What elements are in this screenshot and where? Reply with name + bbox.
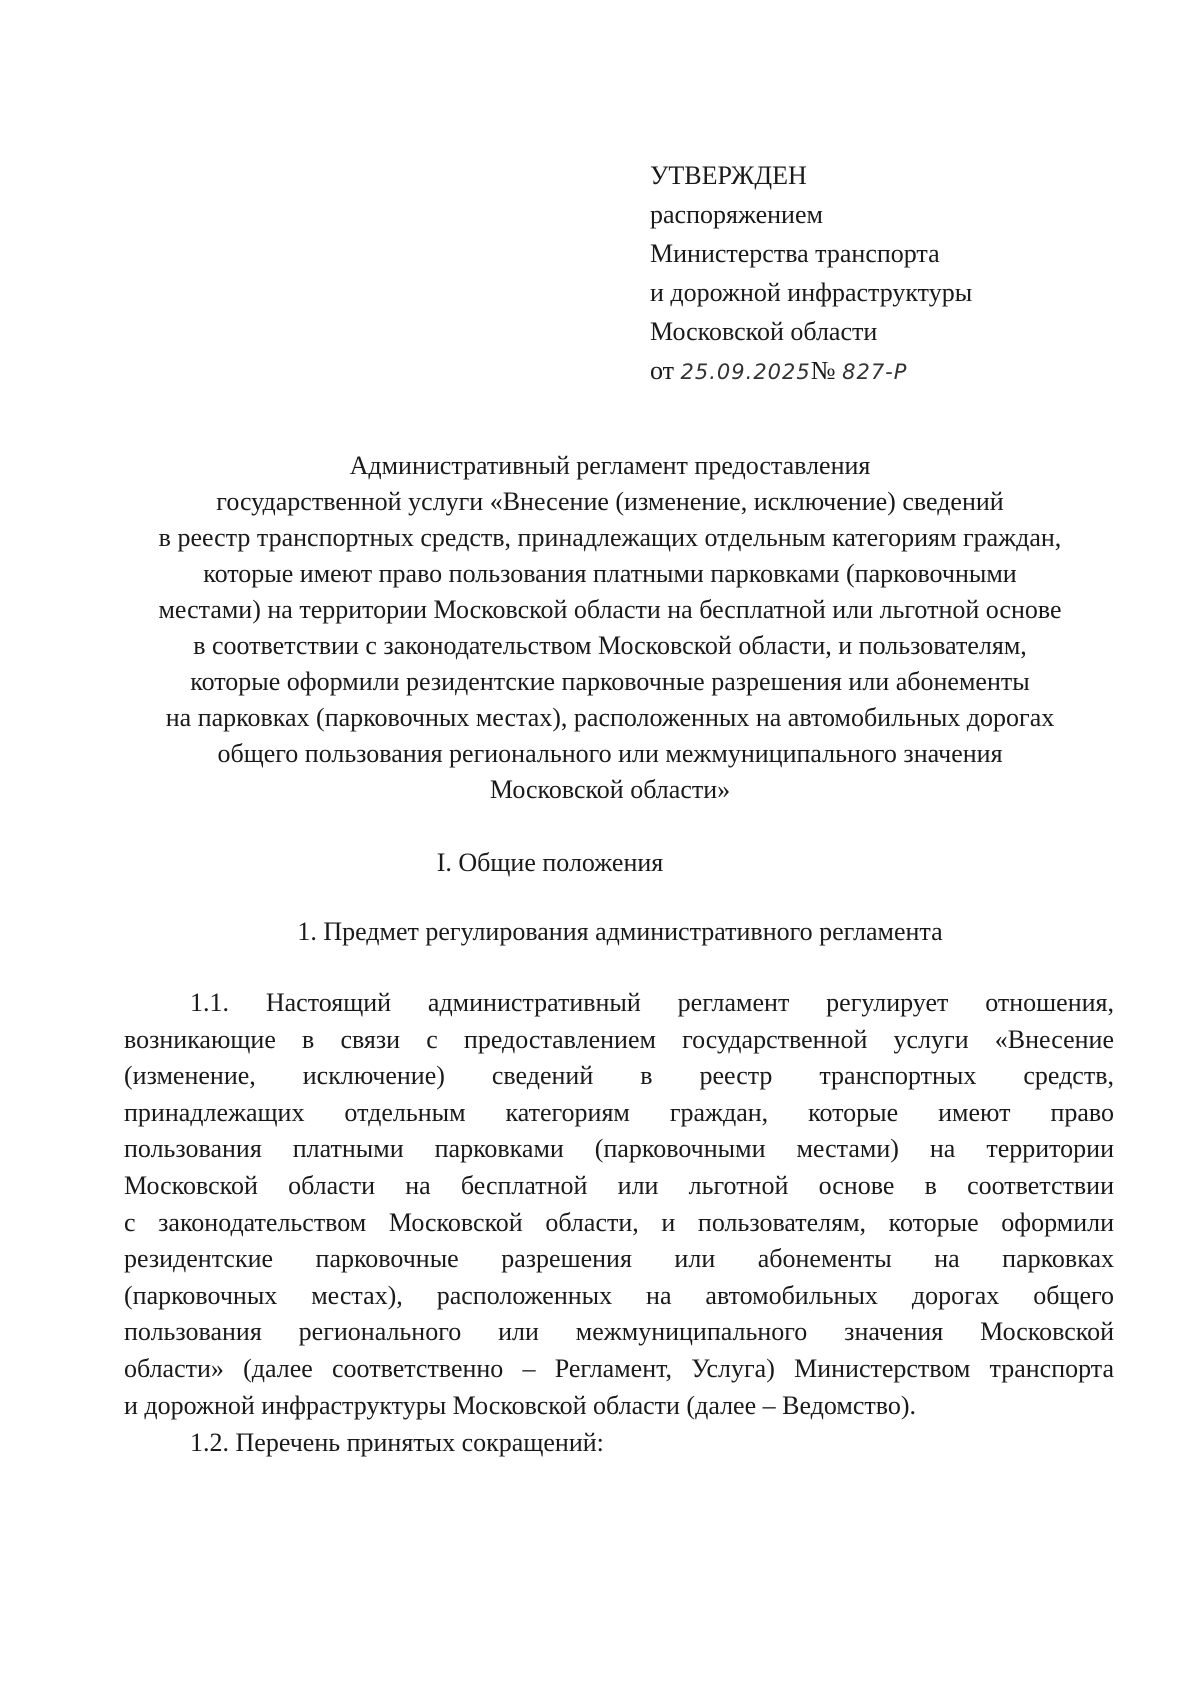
date-prefix: от — [650, 356, 675, 385]
approval-line: распоряжением — [650, 200, 823, 229]
title-line: в соответствии с законодательством Московской области, и пользователям, — [193, 631, 1027, 660]
paragraph-line: пользования регионального или межмуниципального значения Московской — [124, 1317, 1114, 1347]
handwritten-number: 827-Р — [842, 360, 908, 384]
title-line: которые имеют право пользования платными парковками (парковочными — [203, 559, 1017, 588]
subsection-heading: 1. Предмет регулирования административного регламента — [297, 917, 943, 946]
handwritten-date: 25.09.2025 — [680, 360, 811, 384]
section-heading: I. Общие положения — [436, 848, 664, 877]
title-line: государственной услуги «Внесение (изменение, исключение) сведений — [216, 487, 1004, 516]
paragraph-1-1 — [124, 985, 1114, 1424]
approval-line: и дорожной инфраструктуры — [650, 278, 973, 307]
approval-line: Министерства транспорта — [650, 239, 940, 268]
paragraph-line: (парковочных местах), расположенных на автомобильных дорогах общего — [124, 1280, 1114, 1310]
document-title — [110, 448, 1110, 808]
paragraph-line: возникающие в связи с предоставлением государственной услуги «Внесение — [124, 1024, 1114, 1054]
approval-stamp-block — [650, 156, 1070, 392]
paragraph-line: с законодательством Московской области, и пользователям, которые оформили — [124, 1207, 1114, 1237]
paragraph-line: (изменение, исключение) сведений в реестр транспортных средств, — [124, 1061, 1114, 1091]
title-line: которые оформили резидентские парковочные разрешения или абонементы — [190, 667, 1030, 696]
paragraph-line: 1.1. Настоящий административный регламент регулирует отношения, — [190, 988, 1114, 1017]
approval-date-line — [650, 351, 1070, 392]
title-line: на парковках (парковочных местах), расположенных на автомобильных дорогах — [165, 703, 1055, 732]
paragraph-line: области» (далее соответственно – Регламент, Услуга) Министерством транспорта — [124, 1353, 1114, 1383]
title-line: общего пользования регионального или межмуниципального значения — [217, 739, 1003, 768]
title-line: Московской области» — [489, 775, 731, 804]
paragraph-line: резидентские парковочные разрешения или абонементы на парковках — [124, 1244, 1114, 1274]
number-sign: № — [810, 356, 836, 385]
paragraph-line: принадлежащих отдельным категориям граждан, которые имеют право — [124, 1097, 1114, 1127]
paragraph-1-2: 1.2. Перечень принятых сокращений: — [190, 1428, 604, 1457]
title-line: местами) на территории Московской области на бесплатной или льготной основе — [158, 595, 1062, 624]
paragraph-line: пользования платными парковками (парковочными местами) на территории — [124, 1134, 1114, 1164]
title-line: в реестр транспортных средств, принадлежащих отдельным категориям граждан, — [158, 523, 1062, 552]
paragraph-line: и дорожной инфраструктуры Московской области (далее – Ведомство). — [124, 1390, 917, 1420]
paragraph-line: Московской области на бесплатной или льготной основе в соответствии — [124, 1170, 1114, 1200]
approval-line: Московской области — [650, 317, 878, 346]
approval-heading: УТВЕРЖДЕН — [650, 161, 807, 190]
title-line: Административный регламент предоставления — [349, 451, 871, 480]
